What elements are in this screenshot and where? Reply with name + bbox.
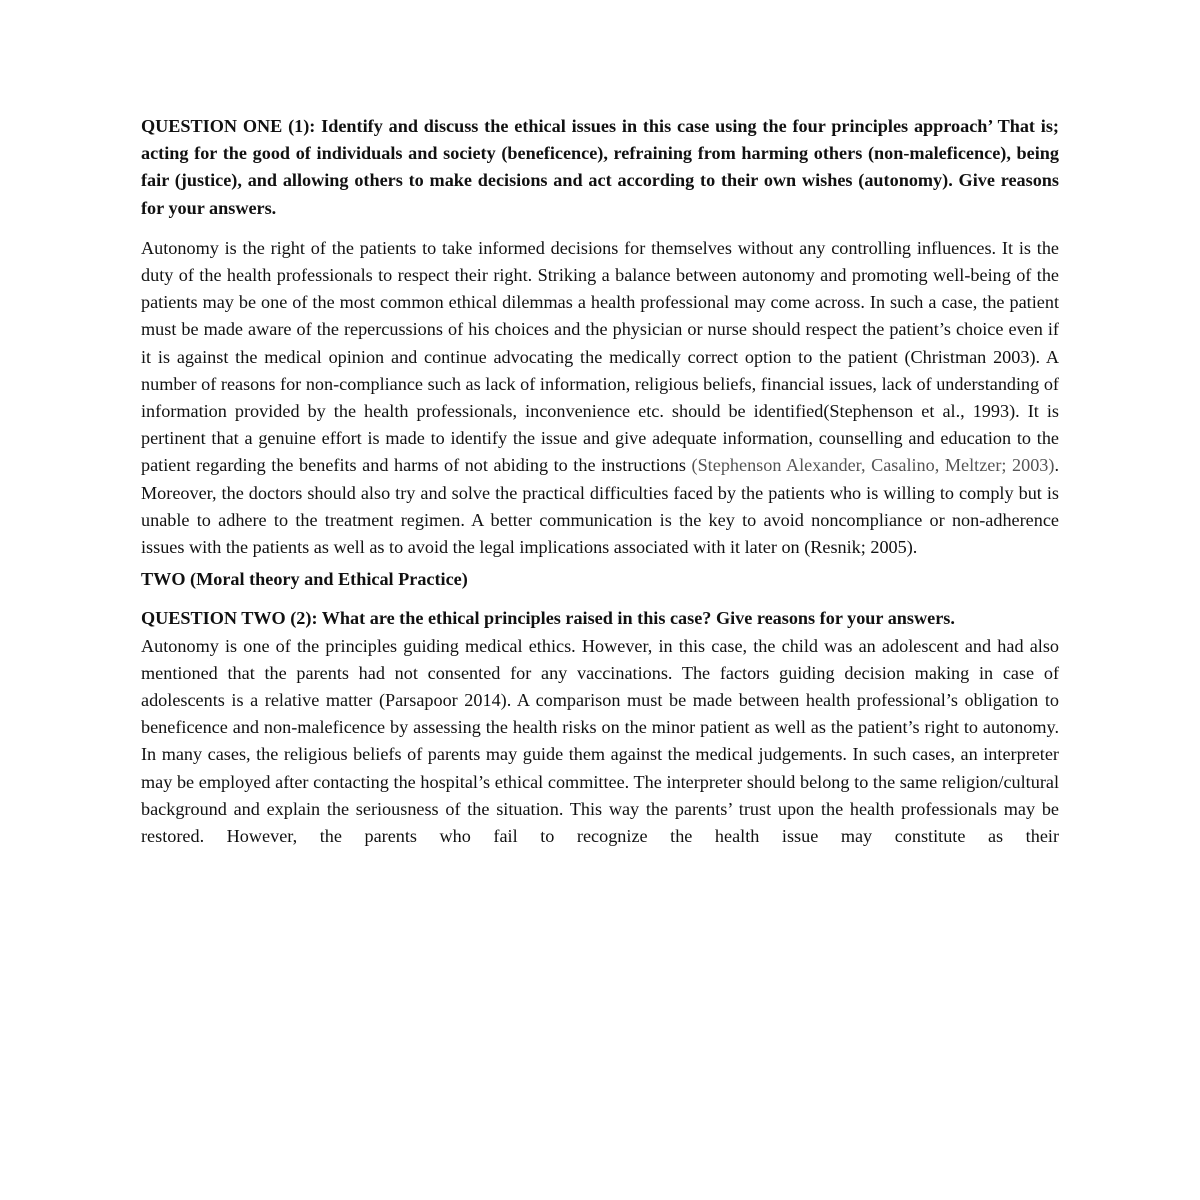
question-two-heading: QUESTION TWO (2): What are the ethical principles raised in this case? Give reasons for your answers. — [141, 608, 955, 629]
document-page — [141, 113, 1059, 850]
section-two-title: TWO (Moral theory and Ethical Practice) — [141, 569, 468, 590]
question-two-answer: Autonomy is one of the principles guiding medical ethics. However, in this case, the child was an adolescent and had also mentioned that the parents had not consented for any vaccinations. The factors guiding decision making in case of adolescents is a relative matter (Parsapoor 2014). A comparison must be made between health professional’s obligation to beneficence and non-maleficence by assessing the health risks on the minor patient as well as the patient’s right to autonomy. In many cases, the religious beliefs of parents may guide them against the medical judgements. In such cases, an interpreter may be employed after contacting the hospital’s ethical committee. The interpreter should belong to the same religion/cultural background and explain the seriousness of the situation. This way the parents’ trust upon the health professionals may be restored. However, the parents who fail to recognize the health issue may constitute as their — [141, 635, 1059, 847]
question-one-citation: (Stephenson Alexander, Casalino, Meltzer; 2003) — [691, 455, 1055, 476]
question-one-answer-text: Autonomy is the right of the patients to take informed decisions for themselves without any controlling influences. It is the duty of the health professionals to respect their right. Striking a balance between autonomy and promoting well-being of the patients may be one of the most common ethical dilemmas a health professional may come across. In such a case, the patient must be made aware of the repercussions of his choices and the physician or nurse should respect the patient’s choice even if it is against the medical opinion and continue advocating the medically correct option to the patient (Christman 2003). A number of reasons for non-compliance such as lack of information, religious beliefs, financial issues, lack of understanding of information provided by the health professionals, inconvenience etc. should be identified(Stephenson et al., 1993). It is pertinent that a genuine effort is made to identify the issue and give adequate information, counselling and education to the patient regarding the benefits and harms of not abiding to the instructions — [141, 237, 1059, 476]
question-one-answer — [141, 235, 1059, 561]
question-one-heading: QUESTION ONE (1): Identify and discuss the ethical issues in this case using the four principles approach’ That is; acting for the good of individuals and society (beneficence), refraining from harming others (non-maleficence), being fair (justice), and allowing others to make decisions and act according to their own wishes (autonomy). Give reasons for your answers. — [141, 116, 1059, 218]
question-one-answer-continued: . Moreover, the doctors should also try and solve the practical difficulties faced by the patients who is willing to comply but is unable to adhere to the treatment regimen. A better communication is the key to avoid noncompliance or non-adherence issues with the patients as well as to avoid the legal implications associated with it later on (Resnik; 2005). — [141, 455, 1059, 558]
